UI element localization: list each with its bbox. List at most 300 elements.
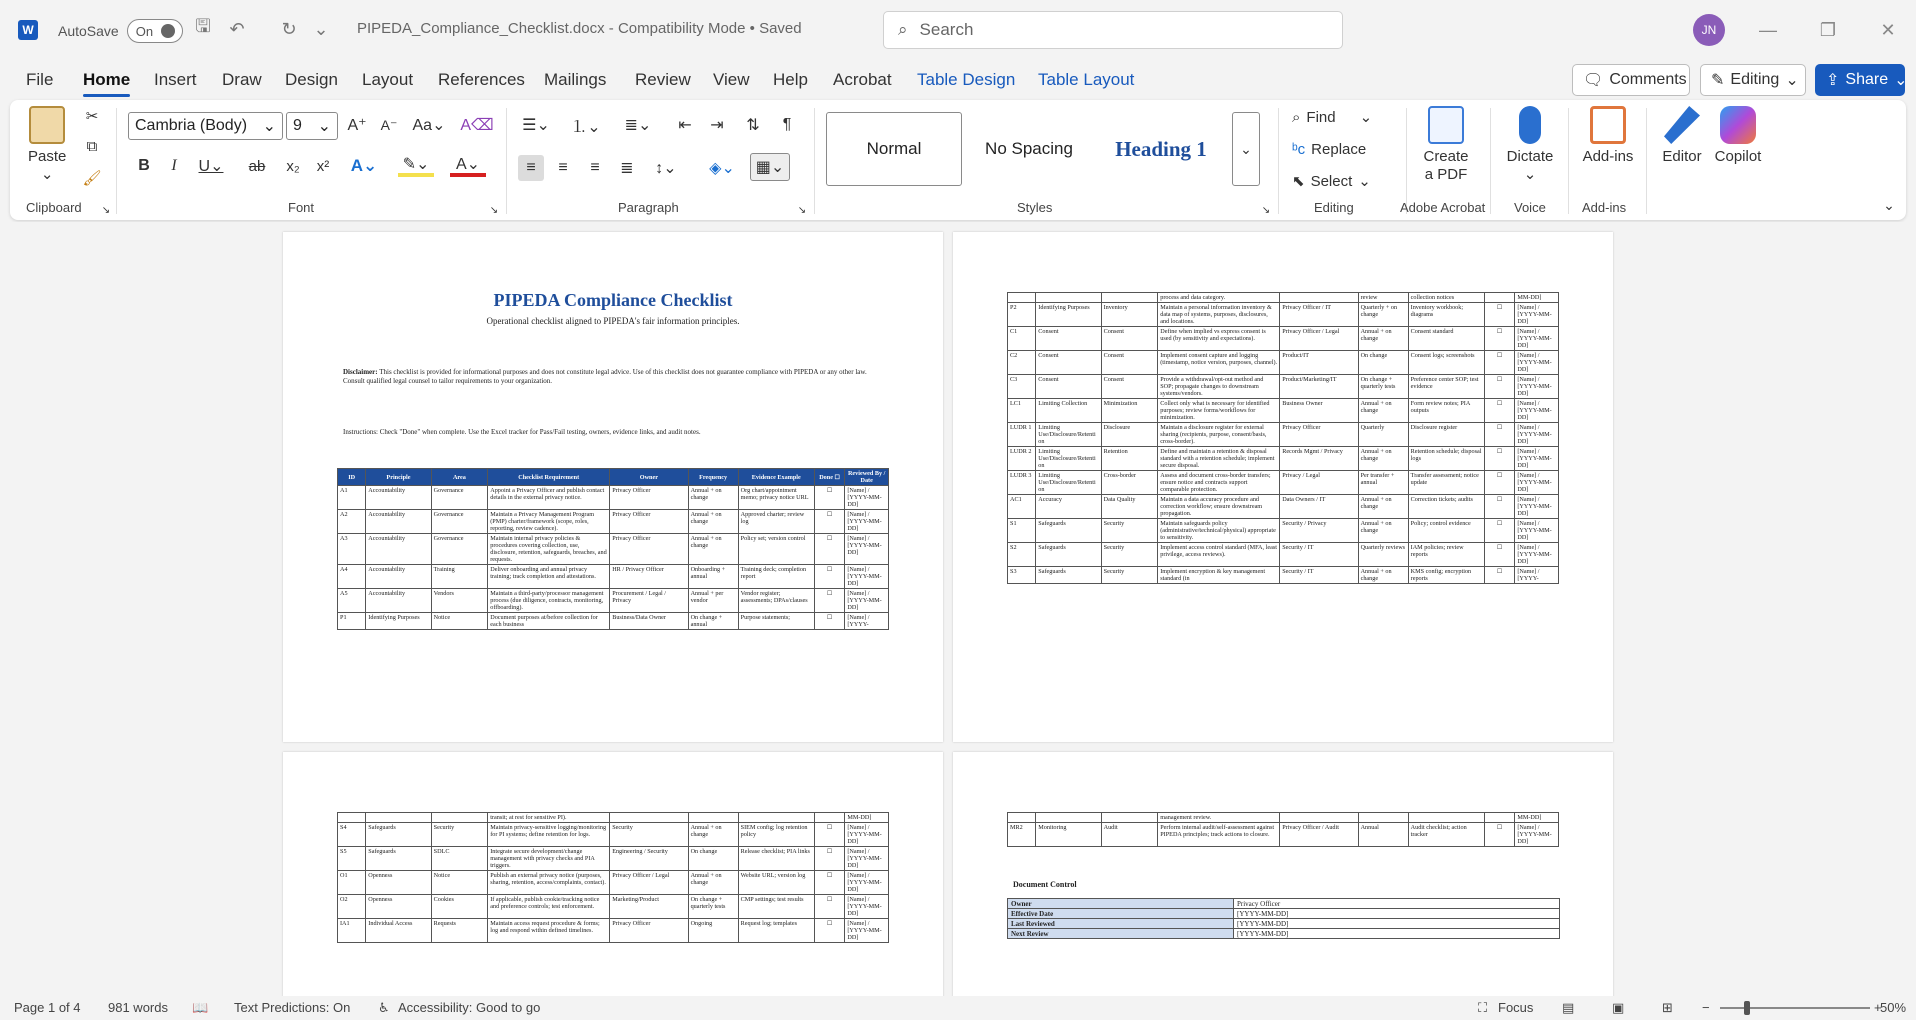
table-cell[interactable]: Maintain a third-party/processor management process (due diligence, contracts, monitoring, offboarding). — [488, 589, 610, 613]
table-cell[interactable]: Assess and document cross-border transfers; ensure notice and contracts support comparable protection. — [1158, 471, 1280, 495]
table-cell[interactable]: C1 — [1008, 327, 1036, 351]
document-control-value[interactable]: Privacy Officer — [1234, 899, 1560, 909]
copy-icon[interactable]: ⧉ — [86, 137, 98, 155]
table-cell[interactable]: [Name] / [YYYY-MM-DD] — [845, 895, 889, 919]
table-row[interactable] — [338, 813, 889, 823]
document-control-row[interactable] — [1008, 919, 1560, 929]
table-cell[interactable]: Maintain internal privacy policies & procedures covering collection, use, disclosure, retention, safeguards, breaches, and requests. — [488, 534, 610, 565]
table-cell[interactable]: P1 — [338, 613, 366, 630]
text-predictions[interactable]: Text Predictions: On — [234, 1000, 351, 1015]
align-center-icon[interactable]: ≡ — [558, 159, 568, 176]
table-cell[interactable]: P2 — [1008, 303, 1036, 327]
accessibility-status[interactable]: Accessibility: Good to go — [398, 1000, 541, 1015]
table-cell[interactable]: Vendor register; assessments; DPAs/clauses — [738, 589, 814, 613]
table-cell[interactable]: [Name] / [YYYY- — [845, 613, 889, 630]
table-cell[interactable]: Limiting Use/Disclosure/Retention — [1036, 447, 1101, 471]
table-cell[interactable]: On change + quarterly tests — [688, 895, 738, 919]
table-cell[interactable]: MM-DD] — [1515, 813, 1559, 823]
table-cell[interactable]: Annual + on change — [1358, 495, 1408, 519]
table-cell[interactable]: Policy; control evidence — [1408, 519, 1484, 543]
table-cell[interactable]: ☐ — [814, 871, 844, 895]
document-control-row[interactable] — [1008, 929, 1560, 939]
table-cell[interactable]: [Name] / [YYYY-MM-DD] — [1515, 519, 1559, 543]
table-cell[interactable]: ☐ — [814, 589, 844, 613]
document-control-key[interactable]: Last Reviewed — [1008, 919, 1234, 929]
table-cell[interactable]: MR2 — [1008, 823, 1036, 847]
table-cell[interactable]: LUDR 2 — [1008, 447, 1036, 471]
show-marks-icon[interactable]: ¶ — [782, 116, 792, 133]
table-row[interactable] — [338, 823, 889, 847]
table-cell[interactable] — [1101, 813, 1158, 823]
document-control-row[interactable] — [1008, 899, 1560, 909]
table-cell[interactable]: Privacy Officer / IT — [1280, 303, 1358, 327]
table-cell[interactable]: AC1 — [1008, 495, 1036, 519]
table-cell[interactable] — [814, 813, 844, 823]
table-cell[interactable]: Privacy Officer — [610, 534, 688, 565]
table-cell[interactable]: Define and maintain a retention & disposal standard with a retention schedule; implement secure disposal. — [1158, 447, 1280, 471]
zoom-slider[interactable] — [1720, 1007, 1870, 1009]
table-header-cell[interactable]: Checklist Requirement — [488, 469, 610, 486]
superscript-icon[interactable]: x² — [316, 157, 330, 175]
tab-table-design[interactable]: Table Design — [917, 70, 1016, 89]
table-cell[interactable]: MM-DD] — [1515, 293, 1559, 303]
style-normal[interactable]: Normal — [826, 112, 962, 186]
change-case-icon[interactable]: Aa⌄ — [412, 117, 446, 134]
table-cell[interactable]: Monitoring — [1036, 823, 1101, 847]
table-cell[interactable]: Perform internal audit/self-assessment against PIPEDA principles; track actions to closure. — [1158, 823, 1280, 847]
table-cell[interactable]: Privacy Officer / Legal — [1280, 327, 1358, 351]
justify-icon[interactable]: ≣ — [620, 160, 634, 177]
table-cell[interactable] — [1280, 293, 1358, 303]
table-cell[interactable]: Security / IT — [1280, 543, 1358, 567]
table-cell[interactable]: A3 — [338, 534, 366, 565]
table-cell[interactable]: Privacy / Legal — [1280, 471, 1358, 495]
table-header-cell[interactable]: Area — [431, 469, 488, 486]
table-cell[interactable]: Consent — [1101, 351, 1158, 375]
table-cell[interactable]: Annual + on change — [688, 871, 738, 895]
table-cell[interactable]: Maintain access request procedure & forms; log and respond within defined timelines. — [488, 919, 610, 943]
table-cell[interactable]: Retention schedule; disposal logs — [1408, 447, 1484, 471]
table-cell[interactable]: Integrate secure development/change management with privacy checks and PIA triggers. — [488, 847, 610, 871]
table-cell[interactable]: Org chart/appointment memo; privacy notice URL — [738, 486, 814, 510]
table-cell[interactable]: Data Owners / IT — [1280, 495, 1358, 519]
table-row[interactable] — [1008, 351, 1559, 375]
add-ins-button[interactable]: Add-ins — [1578, 106, 1638, 166]
table-cell[interactable]: collection notices — [1408, 293, 1484, 303]
table-row[interactable] — [1008, 293, 1559, 303]
table-cell[interactable]: Vendors — [431, 589, 488, 613]
table-row[interactable] — [1008, 327, 1559, 351]
table-cell[interactable]: ☐ — [1484, 423, 1514, 447]
table-cell[interactable]: Privacy Officer — [610, 510, 688, 534]
table-cell[interactable]: Limiting Collection — [1036, 399, 1101, 423]
table-cell[interactable]: ☐ — [814, 486, 844, 510]
table-row[interactable] — [1008, 471, 1559, 495]
tab-home[interactable]: Home — [83, 70, 131, 89]
table-cell[interactable]: ☐ — [1484, 471, 1514, 495]
table-cell[interactable] — [1101, 293, 1158, 303]
table-cell[interactable]: ☐ — [1484, 447, 1514, 471]
table-cell[interactable]: Safeguards — [1036, 567, 1101, 584]
table-cell[interactable] — [1358, 813, 1408, 823]
table-cell[interactable]: Onboarding + annual — [688, 565, 738, 589]
document-workspace[interactable] — [0, 222, 1916, 996]
table-cell[interactable]: transit; at rest for sensitive PI). — [488, 813, 610, 823]
tab-table-layout[interactable]: Table Layout — [1038, 70, 1135, 89]
document-control-key[interactable]: Next Review — [1008, 929, 1234, 939]
table-cell[interactable]: [Name] / [YYYY-MM-DD] — [1515, 543, 1559, 567]
table-cell[interactable]: [Name] / [YYYY-MM-DD] — [1515, 447, 1559, 471]
print-layout-icon[interactable]: ▣ — [1612, 1000, 1625, 1015]
table-cell[interactable] — [1036, 293, 1101, 303]
table-cell[interactable]: Safeguards — [1036, 543, 1101, 567]
table-cell[interactable] — [688, 813, 738, 823]
table-cell[interactable] — [1036, 813, 1101, 823]
table-cell[interactable]: IA1 — [338, 919, 366, 943]
table-cell[interactable]: A2 — [338, 510, 366, 534]
table-cell[interactable]: Annual + on change — [1358, 567, 1408, 584]
table-cell[interactable]: [Name] / [YYYY-MM-DD] — [1515, 375, 1559, 399]
table-cell[interactable]: Privacy Officer — [610, 919, 688, 943]
table-cell[interactable]: Provide a withdrawal/opt-out method and SOP; propagate changes to downstream systems/vendors. — [1158, 375, 1280, 399]
table-cell[interactable]: Policy set; version control — [738, 534, 814, 565]
table-header-cell[interactable]: Principle — [366, 469, 431, 486]
table-cell[interactable]: Security — [1101, 519, 1158, 543]
table-cell[interactable]: Marketing/Product — [610, 895, 688, 919]
table-cell[interactable]: ☐ — [1484, 519, 1514, 543]
table-cell[interactable]: ☐ — [814, 919, 844, 943]
table-cell[interactable]: Accountability — [366, 534, 431, 565]
table-header-cell[interactable]: Evidence Example — [738, 469, 814, 486]
document-control-value[interactable]: [YYYY-MM-DD] — [1234, 909, 1560, 919]
autosave-toggle[interactable]: On — [127, 19, 183, 43]
table-cell[interactable]: Privacy Officer / Audit — [1280, 823, 1358, 847]
cut-icon[interactable]: ✂ — [85, 108, 99, 125]
styles-dialog-launcher-icon[interactable]: ↘ — [1261, 204, 1271, 216]
table-cell[interactable] — [431, 813, 488, 823]
redo-icon[interactable]: ↻ — [281, 18, 297, 39]
table-cell[interactable]: S2 — [1008, 543, 1036, 567]
tab-draw[interactable]: Draw — [222, 70, 262, 89]
page-4[interactable] — [953, 752, 1613, 996]
table-cell[interactable]: C3 — [1008, 375, 1036, 399]
page-1[interactable] — [283, 232, 943, 742]
table-cell[interactable]: Annual + on change — [688, 534, 738, 565]
numbering-icon[interactable]: ⒈⌄ — [571, 118, 601, 136]
table-cell[interactable]: Safeguards — [1036, 519, 1101, 543]
table-row[interactable] — [338, 847, 889, 871]
table-cell[interactable]: Consent — [1036, 327, 1101, 351]
table-header-row[interactable] — [338, 469, 889, 486]
table-cell[interactable]: Approved charter; review log — [738, 510, 814, 534]
table-cell[interactable]: CMP settings; test results — [738, 895, 814, 919]
table-cell[interactable]: ☐ — [1484, 399, 1514, 423]
table-cell[interactable]: Security / Privacy — [1280, 519, 1358, 543]
table-cell[interactable]: ☐ — [1484, 567, 1514, 584]
table-cell[interactable]: [Name] / [YYYY-MM-DD] — [845, 486, 889, 510]
table-cell[interactable]: HR / Privacy Officer — [610, 565, 688, 589]
tab-references[interactable]: References — [438, 70, 525, 89]
undo-icon[interactable]: ↶ — [229, 18, 245, 39]
italic-icon[interactable]: I — [171, 157, 177, 174]
table-cell[interactable]: [Name] / [YYYY-MM-DD] — [845, 871, 889, 895]
table-cell[interactable]: Annual — [1358, 823, 1408, 847]
table-cell[interactable]: Website URL; version log — [738, 871, 814, 895]
table-cell[interactable]: Annual + on change — [688, 510, 738, 534]
table-cell[interactable]: Security — [431, 823, 488, 847]
page-3[interactable] — [283, 752, 943, 996]
web-layout-icon[interactable]: ⊞ — [1662, 1000, 1673, 1015]
zoom-in-icon[interactable]: + — [1874, 1000, 1882, 1015]
table-cell[interactable]: ☐ — [814, 613, 844, 630]
table-row[interactable] — [338, 895, 889, 919]
table-cell[interactable]: Accountability — [366, 510, 431, 534]
table-cell[interactable] — [1280, 813, 1358, 823]
table-cell[interactable]: Inventory — [1101, 303, 1158, 327]
table-cell[interactable] — [1008, 293, 1036, 303]
table-cell[interactable]: Engineering / Security — [610, 847, 688, 871]
table-cell[interactable]: LUDR 3 — [1008, 471, 1036, 495]
table-cell[interactable]: Accountability — [366, 565, 431, 589]
editor-button[interactable]: Editor — [1656, 106, 1708, 166]
clipboard-dialog-launcher-icon[interactable]: ↘ — [101, 204, 111, 216]
table-cell[interactable]: management review. — [1158, 813, 1280, 823]
table-cell[interactable]: Annual + on change — [1358, 327, 1408, 351]
table-cell[interactable]: Annual + on change — [1358, 399, 1408, 423]
table-row[interactable] — [338, 919, 889, 943]
table-cell[interactable]: Procurement / Legal / Privacy — [610, 589, 688, 613]
table-cell[interactable]: Governance — [431, 486, 488, 510]
table-cell[interactable]: On change + quarterly tests — [1358, 375, 1408, 399]
page-count[interactable]: Page 1 of 4 — [14, 1000, 81, 1015]
table-cell[interactable]: Implement access control standard (MFA, least privilege, access reviews). — [1158, 543, 1280, 567]
tab-file[interactable]: File — [26, 70, 54, 89]
bullets-icon[interactable]: ☰⌄ — [522, 117, 550, 134]
table-cell[interactable]: Annual + on change — [688, 486, 738, 510]
table-cell[interactable]: Publish an external privacy notice (purposes, sharing, retention, access/complaints, contact). — [488, 871, 610, 895]
table-cell[interactable]: Release checklist; PIA links — [738, 847, 814, 871]
tab-help[interactable]: Help — [773, 70, 808, 89]
decrease-indent-icon[interactable]: ⇤ — [678, 117, 692, 134]
table-row[interactable] — [1008, 447, 1559, 471]
table-cell[interactable]: Accountability — [366, 589, 431, 613]
table-cell[interactable]: Limiting Use/Disclosure/Retention — [1036, 471, 1101, 495]
table-cell[interactable] — [1008, 813, 1036, 823]
table-cell[interactable]: Purpose statements; — [738, 613, 814, 630]
table-cell[interactable]: Appoint a Privacy Officer and publish contact details in the external privacy notice. — [488, 486, 610, 510]
style-no-spacing[interactable]: No Spacing — [985, 139, 1073, 158]
table-cell[interactable] — [338, 813, 366, 823]
table-cell[interactable]: SIEM config; log retention policy — [738, 823, 814, 847]
sort-icon[interactable]: ⇅ — [746, 117, 760, 134]
table-cell[interactable]: Training deck; completion report — [738, 565, 814, 589]
table-cell[interactable]: review — [1358, 293, 1408, 303]
table-cell[interactable]: [Name] / [YYYY-MM-DD] — [1515, 495, 1559, 519]
font-size-select[interactable]: 9 ⌄ — [286, 112, 338, 140]
table-cell[interactable]: Document purposes at/before collection for each business — [488, 613, 610, 630]
table-cell[interactable]: O1 — [338, 871, 366, 895]
align-right-icon[interactable]: ≡ — [590, 159, 600, 176]
table-cell[interactable]: Consent — [1036, 375, 1101, 399]
format-painter-icon[interactable]: 🖌 — [82, 170, 102, 187]
table-cell[interactable]: Limiting Use/Disclosure/Retention — [1036, 423, 1101, 447]
table-cell[interactable]: Cookies — [431, 895, 488, 919]
table-cell[interactable]: Maintain a data accuracy procedure and correction workflow; ensure downstream propagation. — [1158, 495, 1280, 519]
align-left-icon[interactable]: ≡ — [518, 155, 544, 181]
avatar[interactable]: JN — [1693, 14, 1725, 46]
table-header-cell[interactable]: Owner — [610, 469, 688, 486]
collapse-ribbon-icon[interactable]: ⌄ — [1883, 196, 1895, 213]
table-header-cell[interactable]: Done ☐ — [814, 469, 844, 486]
table-cell[interactable] — [366, 813, 431, 823]
table-cell[interactable]: Business Owner — [1280, 399, 1358, 423]
table-cell[interactable]: Records Mgmt / Privacy — [1280, 447, 1358, 471]
style-heading-1[interactable]: Heading 1 — [1115, 136, 1207, 161]
table-row[interactable] — [338, 534, 889, 565]
table-cell[interactable]: S3 — [1008, 567, 1036, 584]
document-control-row[interactable] — [1008, 909, 1560, 919]
table-cell[interactable]: process and data category. — [1158, 293, 1280, 303]
table-cell[interactable] — [1484, 813, 1514, 823]
copilot-button[interactable]: Copilot — [1710, 106, 1766, 166]
table-cell[interactable]: ☐ — [1484, 543, 1514, 567]
table-row[interactable] — [1008, 303, 1559, 327]
table-cell[interactable]: ☐ — [814, 565, 844, 589]
table-row[interactable] — [1008, 423, 1559, 447]
subscript-icon[interactable]: x₂ — [286, 157, 300, 175]
checklist-table-page-1[interactable] — [337, 468, 889, 630]
customize-qat-icon[interactable]: ⌄ — [313, 18, 329, 39]
table-row[interactable] — [1008, 567, 1559, 584]
table-cell[interactable]: On change + annual — [688, 613, 738, 630]
table-cell[interactable]: A4 — [338, 565, 366, 589]
table-cell[interactable]: Maintain a disclosure register for external sharing (recipients, purpose, consent/basis, cross-border). — [1158, 423, 1280, 447]
table-row[interactable] — [338, 565, 889, 589]
table-cell[interactable]: [Name] / [YYYY-MM-DD] — [1515, 351, 1559, 375]
table-cell[interactable]: Maintain safeguards policy (administrative/technical/physical) appropriate to sensitivity. — [1158, 519, 1280, 543]
table-cell[interactable]: Security — [1101, 567, 1158, 584]
table-cell[interactable]: SDLC — [431, 847, 488, 871]
table-cell[interactable]: Security / IT — [1280, 567, 1358, 584]
table-cell[interactable]: Individual Access — [366, 919, 431, 943]
table-cell[interactable]: Preference center SOP; test evidence — [1408, 375, 1484, 399]
close-icon[interactable]: ✕ — [1880, 19, 1896, 40]
table-cell[interactable]: O2 — [338, 895, 366, 919]
document-control-value[interactable]: [YYYY-MM-DD] — [1234, 929, 1560, 939]
table-row[interactable] — [1008, 813, 1559, 823]
clear-formatting-icon[interactable]: A⌫ — [460, 117, 494, 134]
table-cell[interactable]: Consent — [1036, 351, 1101, 375]
table-cell[interactable]: Governance — [431, 534, 488, 565]
table-cell[interactable]: Retention — [1101, 447, 1158, 471]
table-cell[interactable]: Collect only what is necessary for identified purposes; review forms/workflows for minimization. — [1158, 399, 1280, 423]
table-cell[interactable]: [Name] / [YYYY-MM-DD] — [845, 510, 889, 534]
table-header-cell[interactable]: Reviewed By / Date — [845, 469, 889, 486]
table-cell[interactable]: Cross-border — [1101, 471, 1158, 495]
borders-icon[interactable]: ▦⌄ — [750, 153, 790, 181]
table-cell[interactable]: ☐ — [814, 534, 844, 565]
minimize-icon[interactable]: — — [1759, 19, 1777, 40]
table-cell[interactable]: Privacy Officer — [610, 486, 688, 510]
table-cell[interactable]: ☐ — [1484, 823, 1514, 847]
table-cell[interactable]: Privacy Officer — [1280, 423, 1358, 447]
table-cell[interactable]: Product/Marketing/IT — [1280, 375, 1358, 399]
highlight-icon[interactable]: ✎⌄ — [398, 155, 434, 177]
table-row[interactable] — [338, 871, 889, 895]
table-cell[interactable]: Maintain a Privacy Management Program (PMP) charter/framework (scope, roles, reporting, review cadence). — [488, 510, 610, 534]
table-cell[interactable]: [Name] / [YYYY-MM-DD] — [845, 823, 889, 847]
table-row[interactable] — [338, 613, 889, 630]
font-name-select[interactable]: Cambria (Body) ⌄ — [128, 112, 283, 140]
table-cell[interactable]: [Name] / [YYYY- — [1515, 567, 1559, 584]
table-cell[interactable]: Accuracy — [1036, 495, 1101, 519]
table-cell[interactable] — [1484, 293, 1514, 303]
document-title[interactable]: PIPEDA_Compliance_Checklist.docx - Compatibility Mode • Saved — [357, 20, 802, 37]
table-cell[interactable]: Safeguards — [366, 823, 431, 847]
paste-button[interactable]: Paste ⌄ — [28, 106, 66, 184]
editing-mode-button[interactable]: ✎ Editing ⌄ — [1700, 64, 1806, 96]
table-cell[interactable]: Implement consent capture and logging (timestamp, notice version, purposes, channel). — [1158, 351, 1280, 375]
strikethrough-icon[interactable]: ab — [248, 157, 266, 175]
underline-icon[interactable]: U⌄ — [198, 158, 224, 175]
table-cell[interactable]: Data Quality — [1101, 495, 1158, 519]
table-cell[interactable]: IAM policies; review reports — [1408, 543, 1484, 567]
table-cell[interactable]: ☐ — [1484, 327, 1514, 351]
table-cell[interactable]: Safeguards — [366, 847, 431, 871]
table-cell[interactable]: [Name] / [YYYY-MM-DD] — [1515, 471, 1559, 495]
table-cell[interactable]: [Name] / [YYYY-MM-DD] — [845, 565, 889, 589]
checklist-table-page-2[interactable] — [1007, 292, 1559, 584]
table-cell[interactable]: Product/IT — [1280, 351, 1358, 375]
table-cell[interactable]: ☐ — [1484, 351, 1514, 375]
table-cell[interactable] — [1408, 813, 1484, 823]
table-row[interactable] — [1008, 519, 1559, 543]
table-cell[interactable] — [610, 813, 688, 823]
table-cell[interactable]: Security — [1101, 543, 1158, 567]
tab-acrobat[interactable]: Acrobat — [833, 70, 892, 89]
proofing-icon[interactable]: 📖 — [192, 1000, 209, 1015]
table-cell[interactable]: Annual + on change — [1358, 447, 1408, 471]
table-cell[interactable]: Openness — [366, 895, 431, 919]
table-row[interactable] — [338, 486, 889, 510]
shrink-font-icon[interactable]: A⁻ — [380, 116, 398, 133]
zoom-out-icon[interactable]: − — [1702, 1000, 1710, 1015]
document-control-key[interactable]: Owner — [1008, 899, 1234, 909]
table-cell[interactable]: Disclosure register — [1408, 423, 1484, 447]
multilevel-list-icon[interactable]: ≣⌄ — [624, 117, 652, 134]
text-effects-icon[interactable]: A⌄ — [350, 156, 378, 175]
tab-layout[interactable]: Layout — [362, 70, 414, 89]
table-cell[interactable]: Correction tickets; audits — [1408, 495, 1484, 519]
table-cell[interactable]: Form review notes; PIA outputs — [1408, 399, 1484, 423]
table-cell[interactable]: Consent standard — [1408, 327, 1484, 351]
table-cell[interactable]: Minimization — [1101, 399, 1158, 423]
table-cell[interactable]: Privacy Officer / Legal — [610, 871, 688, 895]
table-row[interactable] — [1008, 823, 1559, 847]
table-cell[interactable]: Maintain privacy-sensitive logging/monitoring for PI systems; define retention for logs. — [488, 823, 610, 847]
table-cell[interactable]: Request log; templates — [738, 919, 814, 943]
table-cell[interactable]: Security — [610, 823, 688, 847]
table-cell[interactable]: [Name] / [YYYY-MM-DD] — [1515, 399, 1559, 423]
table-cell[interactable]: Implement encryption & key management standard (in — [1158, 567, 1280, 584]
table-cell[interactable]: [Name] / [YYYY-MM-DD] — [845, 919, 889, 943]
document-control-value[interactable]: [YYYY-MM-DD] — [1234, 919, 1560, 929]
page-2[interactable] — [953, 232, 1613, 742]
table-cell[interactable]: LUDR 1 — [1008, 423, 1036, 447]
table-cell[interactable]: Consent — [1101, 327, 1158, 351]
save-icon[interactable]: 🖫 — [195, 16, 211, 36]
table-cell[interactable]: ☐ — [814, 895, 844, 919]
